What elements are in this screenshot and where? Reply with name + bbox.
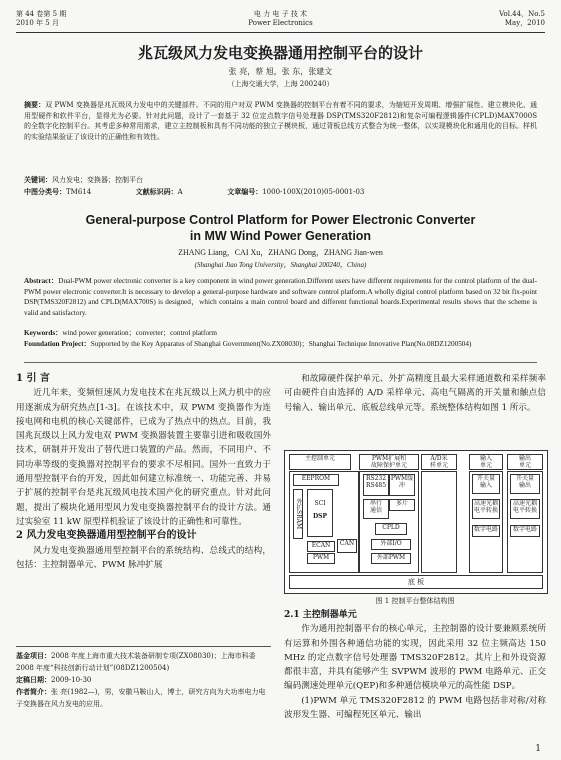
foundation-en [24, 339, 537, 350]
classification-zh [24, 187, 537, 198]
fig-pwm-buffer: PWM缓 冲 [389, 474, 415, 496]
article-no-value: 1000-100X(2010)05-0001-03 [262, 188, 365, 196]
title-en [0, 212, 561, 244]
section-2-1-paragraph: 作为通用控制器平台的核心单元，主控制器的设计要兼顾系统所有运算和外围各种通信功能的实现，因此采用 32 位主频高达 150 MHz 的定点数字信号处理器 TMS320F2812。其片上和外设资源都很丰富，并具有能够产生 SVPWM 波形的 PWM 电路单元、正交编码测速处理单元(QEP)和多种通信模块单元的高性能 DSP。 [284, 624, 546, 692]
fig-input-label: 输入 单元 [469, 454, 503, 470]
fig-cpld: CPLD [375, 523, 407, 535]
header-rule [16, 32, 545, 33]
fig-dsp [307, 489, 333, 537]
affiliation-zh: （上海交通大学，上海 200240） [227, 80, 334, 88]
section-2-paragraph: 风力发电变换器通用型控制平台的系统结构、总线式的结构，包括：主控制器单元、PWM 脉冲扩展 [16, 545, 271, 570]
footnote-funding [16, 650, 271, 674]
figure-1-block-diagram [284, 450, 548, 594]
footnote-author [16, 686, 271, 710]
fig-serial: 串行 通信 [363, 499, 389, 519]
doc-code-value: A [177, 188, 183, 196]
fig-rs232-rs485: RS232 RS485 [363, 474, 389, 496]
header-right [499, 10, 545, 28]
fig-hv-in: 高速光耦 电平转换 [472, 499, 500, 519]
keywords-en-text: wind power generation；converter；control platform [62, 329, 218, 337]
journal-name-zh: 电 力 电 子 技 术 [253, 10, 308, 18]
fig-pwm: PWM [307, 553, 335, 564]
fig-eeprom: EEPROM [293, 474, 339, 486]
fig-ecan: ECAN [307, 541, 335, 552]
clc-label: 中图分类号： [24, 187, 66, 196]
journal-name-en: Power Electronics [248, 19, 313, 27]
page-number: 1 [535, 744, 541, 754]
footnote-author-text: 张 亮(1982—)，男，安徽马鞍山人，博士，研究方向为大功率电力电子变换器在风力发电的应用。 [16, 688, 266, 708]
body-right-top [284, 372, 546, 450]
abstract-rule [24, 362, 537, 363]
title-en-line1: General-purpose Control Platform for Power Electronic Converter [85, 213, 476, 227]
abstract-en [24, 276, 537, 318]
footnotes [16, 650, 271, 710]
fig-pwm-ext-label: PWM扩展和 故障保护单元 [359, 454, 419, 470]
footnote-funding-label: 基金项目： [16, 651, 51, 660]
foundation-en-label: Foundation Project： [24, 340, 91, 348]
footnote-funding-text: 2008 年度上海市重大技术装备研制专项(ZX08030)；上海市科委 2008 年度“科技创新行动计划”(08DZ1200504) [16, 652, 256, 672]
section-1-heading: 1 引 言 [16, 373, 50, 384]
volume-zh: 第 44 卷第 5 期 [16, 10, 67, 18]
keywords-zh-label: 关键词： [24, 175, 52, 184]
doc-code-label: 文献标识码： [135, 187, 178, 196]
right-intro-paragraph: 和故障硬件保护单元、外扩高精度且最大采样通道数和采样频率可由硬件自由选择的 A/D 采样单元、高电气隔离的开关量和触点信号输入、输出单元、底板总线单元等。系统整体结构如图 1 所示。 [284, 374, 546, 413]
affiliation-en: (Shanghai Jiao Tong University，Shanghai 200240，China) [194, 261, 367, 269]
title-en-line2: in MW Wind Power Generation [189, 229, 372, 243]
footnote-rule [16, 646, 271, 647]
foundation-en-text: Supported by the Key Apparatus of Shanghai Government(No.ZX08030)；Shanghai Technique Innovative Plan(No.08DZ1200504) [90, 340, 472, 348]
keywords-en-label: Keywords： [24, 329, 63, 337]
footnote-received [16, 674, 271, 686]
keywords-zh-text: 风力发电；变换器；控制平台 [52, 176, 143, 184]
fig-output-label: 输出 单元 [507, 454, 543, 470]
fig-ext-io: 外部I/O [371, 539, 411, 550]
footnote-received-text: 2009-10-30 [51, 676, 92, 684]
fig-ad-label: A/D采 样单元 [421, 454, 457, 470]
date-en: May，2010 [504, 19, 545, 27]
header-center [16, 10, 545, 28]
clc-value: TM614 [66, 188, 92, 196]
fig-ext-pwm: 外部PWM [371, 553, 411, 564]
footnote-author-label: 作者简介： [16, 687, 51, 696]
abstract-zh-label: 摘要： [24, 100, 46, 109]
section-2-1-heading: 2.1 主控制器单元 [284, 610, 357, 620]
fig-can: CAN [337, 539, 357, 553]
body-right-bottom [284, 608, 546, 748]
body-left-column [16, 372, 271, 642]
fig-dig-out: 数字电路 [510, 525, 540, 537]
authors-zh: 张 亮，蔡 旭，张 东，张建文 [228, 67, 333, 76]
authors-en: ZHANG Liang，CAI Xu，ZHANG Dong，ZHANG Jian-wen [178, 248, 383, 257]
figure-1-caption: 图 1 控制平台整体结构图 [375, 597, 455, 605]
volume-en: Vol.44，No.5 [499, 10, 545, 18]
fig-sci: SCI [314, 500, 326, 507]
abstract-en-label: Abstract： [24, 277, 59, 285]
title-zh: 兆瓦级风力发电变换器通用控制平台的设计 [137, 44, 423, 62]
running-header [16, 10, 545, 32]
section-2-heading: 2 风力发电变换器通用型控制平台的设计 [16, 530, 197, 542]
date-zh: 2010 年 5 月 [16, 19, 59, 27]
section-1-paragraph: 近几年来，变频恒速风力发电技术在兆瓦级以上风力机中的应用逐渐成为研究热点[1-3]。在该技术中，双 PWM 变换器作为连接电网和电机的核心关键部件，已成为了热点中的热点。目前，我国兆瓦级以上风力发电双 PWM 变换器装置主要靠引进和吸收国外技术，研制并开发出了替代进口装置的产品。然而，不同用户、不同功率等级的变换器对控制平台的要求不尽相同。国外一直致力于通用型控制平台的开发，因此如何建立标准统一、功能完善、并易于扩展的控制平台是兆瓦级风电技术国产化的研究重点。针对此问题，提出了模块化通用型风力发电变换器控制平台的设计方法。通过实验室 11 kW 原型样机验证了该设计的正确性和可靠性。 [16, 388, 271, 527]
footnote-received-label: 定稿日期： [16, 675, 51, 684]
fig-ad-group [421, 471, 457, 573]
pwm-unit-paragraph: (1)PWM 单元 TMS320F2812 的 PWM 电路包括非对称/对称波形发生器、可编程死区单元、输出 [284, 695, 546, 721]
keywords-en [24, 328, 537, 339]
fig-hv-out: 高速光耦 电平转换 [510, 499, 540, 519]
fig-dig-in: 数字电路 [472, 525, 500, 537]
abstract-en-text: Dual-PWM power electronic converter is a key component in wind power generation.Different users have different requirements for the control platform of the dual-PWM power electronic converter.It is necessary to develop a general-purpose hardware and software control platform.A wholly digital control platform based on 32 bit fix-point DSP(TMS320F2812) and CPLD(MAX700S) is designed，which contains a main control board and different functional boards.Experimental results shows that the scheme is valid and satisfactory. [24, 277, 537, 317]
keywords-zh [24, 175, 537, 186]
fig-main-control-label: 主控制单元 [289, 454, 351, 470]
fig-relay-out: 开关量 输出 [510, 474, 540, 494]
abstract-zh [24, 100, 537, 142]
fig-relay-in: 开关量 输入 [472, 474, 500, 494]
fig-ext-sram: 外扩SRAM [293, 489, 303, 539]
fig-multi: 多片 [389, 499, 415, 511]
fig-backplane-bus: 底 板 [289, 575, 543, 589]
fig-dsp-label: DSP [312, 513, 328, 520]
abstract-zh-text: 双 PWM 变换器是兆瓦级风力发电中的关键部件。不同的用户对双 PWM 变换器的控制平台有着不同的要求，为缩短开发周期、增强扩展性、建立模块化、通用型硬件和软件平台，显得尤为必要。针对此问题，设计了一套基于 32 位定点数字信号处理器 DSP(TMS320F2812)和复杂可编程逻辑器件(CPLD)MAX7000S 的全数字化控制平台。其考虑多种常用需求，建立主控制板和具有不同功能的独立子模块板，通过背板总线方式整合为统一整体，以实现模块化和通用化的目标。样机的实验结果验证了该设计的正确性和有效性。 [24, 101, 537, 141]
article-no-label: 文章编号： [227, 187, 263, 196]
